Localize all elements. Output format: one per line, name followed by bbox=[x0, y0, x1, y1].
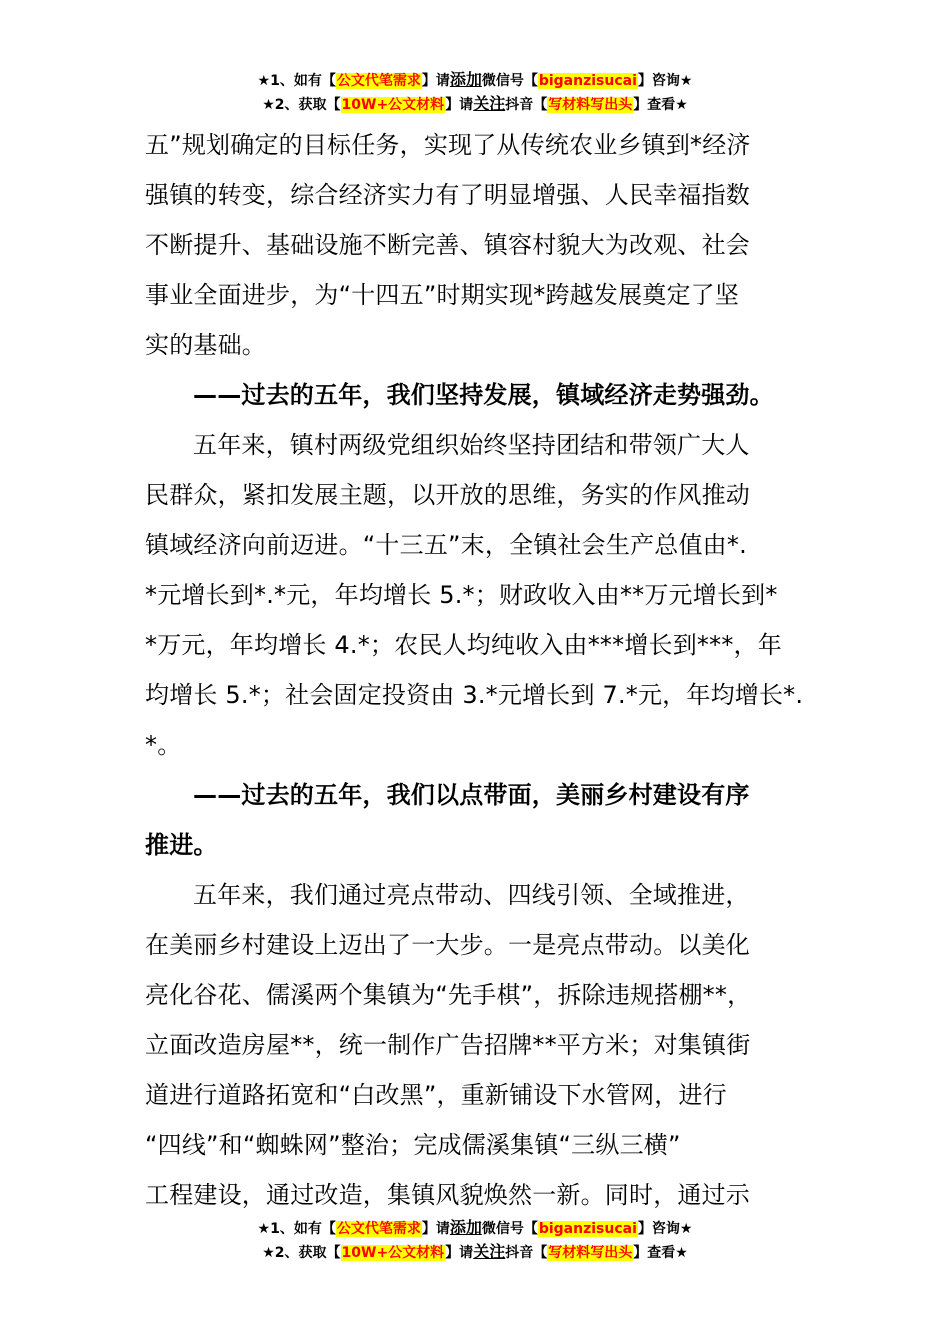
banner-text: 微信号【 bbox=[481, 1221, 538, 1237]
text-line: 在美丽乡村建设上迈出了一大步。一是亮点带动。以美化 bbox=[145, 931, 750, 959]
banner-text: 】查看★ bbox=[633, 1245, 688, 1261]
highlight-text: 写材料写出头 bbox=[548, 1245, 633, 1261]
document-body bbox=[145, 120, 825, 1220]
section-heading-2 bbox=[145, 770, 825, 870]
banner-line-1 bbox=[0, 1216, 950, 1240]
underlined-text: 关注 bbox=[473, 1242, 506, 1261]
banner-text: 】咨询★ bbox=[637, 1221, 693, 1237]
text-line: 镇域经济向前迈进。“十三五”末，全镇社会生产总值由*. bbox=[145, 531, 747, 559]
text-line: 五年来，镇村两级党组织始终坚持团结和带领广大人 bbox=[193, 431, 750, 459]
text-line: 五年来，我们通过亮点带动、四线引领、全域推进， bbox=[193, 881, 750, 909]
text-line: 民群众，紧扣发展主题，以开放的思维，务实的作风推动 bbox=[145, 481, 750, 509]
paragraph-3 bbox=[145, 870, 825, 1220]
footer-banner bbox=[0, 1216, 950, 1264]
banner-text: 】请 bbox=[421, 73, 450, 89]
text-line: *万元，年均增长 4.*；农民人均纯收入由***增长到***，年 bbox=[145, 631, 782, 659]
text-line: 亮化谷花、儒溪两个集镇为“先手棋”，拆除违规搭棚**， bbox=[145, 981, 752, 1009]
banner-text: ★1、如有【 bbox=[257, 73, 336, 89]
text-line: 强镇的转变，综合经济实力有了明显增强、人民幸福指数 bbox=[145, 181, 750, 209]
highlight-text: 公文代笔需求 bbox=[336, 1221, 421, 1237]
paragraph-1 bbox=[145, 120, 825, 370]
underlined-text: 关注 bbox=[473, 94, 506, 113]
banner-text: 抖音【 bbox=[505, 97, 548, 113]
banner-line-1 bbox=[0, 68, 950, 92]
banner-line-2 bbox=[0, 1240, 950, 1264]
text-line: 不断提升、基础设施不断完善、镇容村貌大为改观、社会 bbox=[145, 231, 750, 259]
highlight-text: 10W+公文材料 bbox=[341, 1245, 445, 1261]
text-line: ——过去的五年，我们坚持发展，镇域经济走势强劲。 bbox=[193, 381, 774, 409]
text-line: ——过去的五年，我们以点带面，美丽乡村建设有序 bbox=[193, 781, 750, 809]
banner-text: 】请 bbox=[421, 1221, 450, 1237]
banner-text: 】咨询★ bbox=[637, 73, 693, 89]
text-line: *元增长到*.*元，年均增长 5.*；财政收入由**万元增长到* bbox=[145, 581, 778, 609]
text-line: 事业全面进步，为“十四五”时期实现*跨越发展奠定了坚 bbox=[145, 281, 740, 309]
text-line: “四线”和“蜘蛛网”整治；完成儒溪集镇“三纵三横” bbox=[145, 1131, 681, 1159]
banner-text: 】查看★ bbox=[633, 97, 688, 113]
text-line: 五”规划确定的目标任务，实现了从传统农业乡镇到*经济 bbox=[145, 131, 751, 159]
header-banner bbox=[0, 68, 950, 116]
underlined-text: 添加 bbox=[449, 1218, 482, 1237]
banner-text: 微信号【 bbox=[481, 73, 538, 89]
text-line: *。 bbox=[145, 731, 182, 759]
banner-text: 抖音【 bbox=[505, 1245, 548, 1261]
text-line: 推进。 bbox=[145, 831, 218, 859]
banner-text: 】请 bbox=[445, 1245, 474, 1261]
highlight-text: 10W+公文材料 bbox=[341, 97, 445, 113]
highlight-text: 写材料写出头 bbox=[548, 97, 633, 113]
highlight-text: biganzisucai bbox=[538, 1221, 637, 1237]
underlined-text: 添加 bbox=[449, 70, 482, 89]
text-line: 均增长 5.*；社会固定投资由 3.*元增长到 7.*元，年均增长*. bbox=[145, 681, 804, 709]
text-line: 实的基础。 bbox=[145, 331, 266, 359]
banner-line-2 bbox=[0, 92, 950, 116]
text-line: 工程建设，通过改造，集镇风貌焕然一新。同时，通过示 bbox=[145, 1181, 750, 1209]
text-line: 道进行道路拓宽和“白改黑”，重新铺设下水管网，进行 bbox=[145, 1081, 727, 1109]
highlight-text: 公文代笔需求 bbox=[336, 73, 421, 89]
banner-text: 】请 bbox=[445, 97, 474, 113]
banner-text: ★2、获取【 bbox=[262, 97, 341, 113]
section-heading-1 bbox=[145, 370, 825, 420]
banner-text: ★2、获取【 bbox=[262, 1245, 341, 1261]
banner-text: ★1、如有【 bbox=[257, 1221, 336, 1237]
paragraph-2 bbox=[145, 420, 825, 770]
text-line: 立面改造房屋**，统一制作广告招牌**平方米；对集镇街 bbox=[145, 1031, 751, 1059]
highlight-text: biganzisucai bbox=[538, 73, 637, 89]
